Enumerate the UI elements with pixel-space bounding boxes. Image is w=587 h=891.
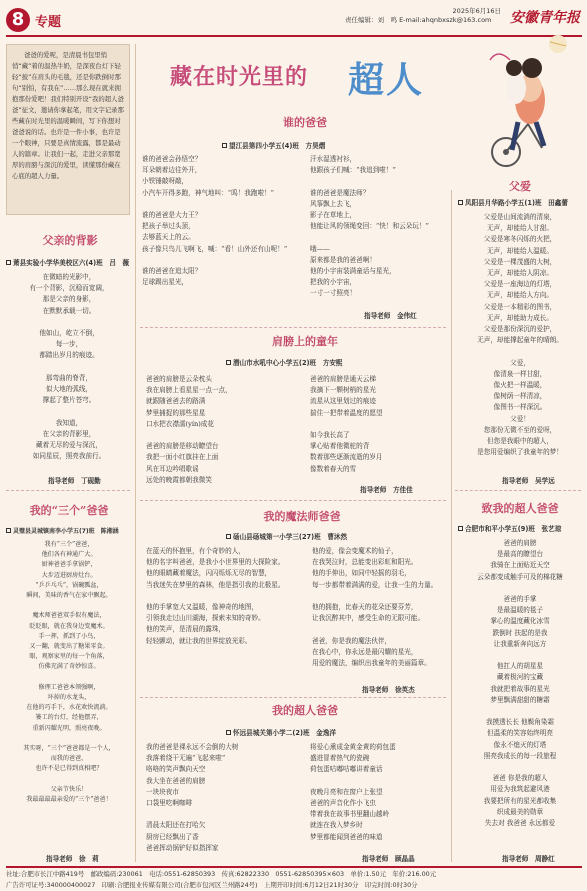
section-divider [6, 490, 130, 491]
poem-text: 将爱心熏成金黄金黄的荷包蛋 盛进冒着热气的瓷碗 荷包蛋咕嘟咕嘟讲着童话 夜晚月亮和在窗户上张望 爸爸的声音化作小飞虫 带着我在故事书里翻山越岭 就连在我入梦乡时 梦里都能闻到爸爸的味道 [310, 743, 396, 841]
poem-text: 爸爸的肩膀是云朵枕头 我在肩膀上看星星一点一点， 就跟随爸爸去的路满 梦里捕捉的那些星星 口水把衣襟濡(yín)成花 爸爸的肩膀是移动瞭望台 我把一面小红旗挂在上面 风在耳边吟唱歌谣 远处的晚霞都朝我微笑 [146, 375, 232, 484]
article-title: 谁的爸爸 [283, 116, 327, 129]
article-school: 凤阳县月华路小学五(1)班 田鑫蕾 [458, 197, 568, 207]
article-title: 致我的超人爸爸 [481, 502, 559, 515]
tutor-name: 指导老师 丁砚勤 [48, 477, 101, 485]
tutor-name: 指导老师 徐英杰 [362, 686, 415, 694]
article-title: 肩膀上的童年 [272, 335, 338, 348]
headline-part1: 藏在时光里的 [170, 64, 309, 90]
poem-text: 汗水湿透衬衫， 他跟孩子们喊：“我追到啦！” 谁的爸爸是魔法师？ 风筝飘上去飞， 影子在草地上， 他能让风的领绳变回：“快！和云朵玩！” 哦—— 原来都是我的爸爸啊！ 他的小宇宙装满童话与星光， 把我的小宇宙， 一寸一寸照亮！ [310, 155, 429, 298]
article-school: 潜山市水吼中心小学五(2)班 方安熙 [226, 357, 343, 367]
article-school: 望江县第四小学五(4)班 方昊熠 [222, 140, 325, 150]
tutor-name: 指导老师 周静红 [502, 855, 555, 863]
article-school: 砀山县砀城第一小学三(27)班 曹沐然 [226, 531, 347, 541]
page-footer [6, 866, 582, 891]
article-school: 合肥市和平小学五(9)班 张艺琼 [458, 523, 561, 533]
article-title: 我的魔法师爸爸 [263, 510, 341, 523]
tutor-name: 指导老师 金伟红 [364, 312, 417, 320]
issue-date: 2025年6月16日 [452, 7, 501, 15]
poem-text: 父爱是山间流淌的清泉， 无声，却能给人甘甜。 父爱是寒冬闪烁的火把， 无声，却能给人温暖。 父爱是一棵茂盛的大树， 无声，却能给人阴凉。 父爱是一座海边的灯塔， 无声，却能给人方向。 父爱是一本精彩的图书， 无声，却能助力成长。 父爱是那份深沉的爱护， 无声，却能撑起童年的晴朗。 父爱， 像清泉一样甘甜， 像火把一样温暖， 像树荫一样清凉， 像图书一样深沉。 父爱！ 您那份无微不至的爱呀， 但您是我眼中的超人， 是您用爱编织了我童年的梦！ [477, 213, 563, 457]
poem-text: 在蓝天的怀抱里，有个奇妙的人， 他的名字叫爸爸，是我小小世界里的大探险家。 他的眼睛藏着魔法，闪闪烁烁无尽的智慧， 当我迷失在梦里的森林，他是指引我的北极星。 他的手掌宽大又温暖，像神奇的地图， 引领我走过山川湖海，探索未知的奇妙。 他的笑声，是清晨的露珠， 轻轻颤动，就让我的世界绽放光彩。 [146, 547, 285, 645]
column-rule [135, 44, 136, 862]
tutor-name: 指导老师 顾晶晶 [362, 855, 415, 863]
poem-text: 我的爸爸是裸永远不会倒的大树 我落着绕干无遍“飞起来啦” 咯咯的笑声飘向天空 我大坐在爸爸的肩膀 一块块夜市 口袋里吃啊咖啡 清晨太阳还在打哈欠 厨房已经飘出了香 爸爸挥动锅铲好似指挥家 [146, 743, 239, 852]
poem-text: 爸爸的肩膀 是最高的瞭望台 我骑在上面贴近天空 云朵都变成触手可及的棉花糖 爸爸的手掌 是最温暖的毯子 掌心的温度藏化冰雪 跌倒时 扶起的是我 让我重新奔向远方 他扛人的胡星星 藏着极河的宝藏 我就把着故事的星光 梦里飘满甜甜的糖霜 我摸透长长 他鬓角染霜 但温柔的笑容始终明亮 像永不熄灭的灯塔 照亮我成长的每一段旅程 爸爸 你是我的超人 用爱为我筑起避风港 我要把所有的星光都收集 织成最美的勋章 失去对 我爸爸 永远都爱 [477, 539, 563, 828]
section-divider [140, 327, 446, 328]
editor-note: 爸爸的爱呢，是清晨书包里悄悄“藏”着的温热牛奶，是深夜台灯下轻轻“披”在肩头的毛毯，还是你跌倒时那句“别怕，有我在”……那么现在就来拥抱那份爱吧！我们特别开设“我的超人爸爸”征文，邀请你拿起笔，用文字记录那些藏在时光里的温暖瞬间，写下你想对爸爸说的话。也许是一件小事，也许是一个眼神，只要是真情流露，都是最动人的篇章。让我们一起，走进父亲那宽厚的肩膀与深沉的爱里，读懂那份藏在心底的超人力量。 [6, 44, 130, 215]
footer-line: 广告许可证号:340000400027 印刷:合肥报业传媒有限公司(合肥市包河区兰州路24号) 上期开印时间:6月12日21时30分 印完时间:0时30分 [6, 881, 418, 889]
section-name: 专题 [35, 15, 62, 30]
poem-text: 在微暗的光影中， 有一个背影，沉稳而宽阔， 那是父亲的身影， 在默默承载一切。 他如山，屹立不倒， 每一步， 都踏出岁月的痕迹。 那弯曲的脊背， 似大地的弧线， 撑起了整片苍穹。 我知道， 在父亲的背影里， 藏着无尽的爱与深沉， 如同星辰，照亮我前行。 [29, 273, 109, 461]
poem-text: 他的爱，像会变魔术的仙子， 在我哭泣时，总能变出彩虹和阳光。 他的手伸出，如同中轻摇的羽毛， 每一步都带着满满的爱，让我一生的力量。 他的拥抱，比春天的花朵还要芬芳， 让我沉醉其中，感受生命的无限可能。 爸爸，你是我的魔法伙伴， 在我心中，你永远是最闪耀的星光， 用爱的魔法，编织出我童年的美丽篇章。 [312, 547, 438, 668]
section-divider [140, 500, 446, 501]
newspaper-logo: 安徽青年报 [510, 10, 580, 26]
father-child-bicycle-illustration [470, 30, 580, 178]
article-title: 我的“三个”爸爸 [29, 504, 109, 517]
page-headline [170, 52, 460, 112]
headline-part2: 超人 [348, 60, 425, 101]
article-title: 父爱 [509, 180, 531, 193]
article-title: 父亲的背影 [42, 234, 98, 247]
section-divider [140, 697, 446, 698]
poem-text: 爸爸的肩膀是通天云梯 我摘下一颗树梢的星光 流星从这里划过的痕迹 揣住一把带着温度的愿望 如今我长高了 掌心贴着他微驼的背 数着那些逐渐流逝的岁月 像数着春天的雪 [310, 375, 383, 473]
section-divider [455, 490, 581, 491]
article-title: 我的超人爸爸 [272, 704, 338, 717]
tutor-name: 指导老师 方佳佳 [360, 486, 413, 494]
column-rule [451, 190, 452, 862]
article-school: 萧县实验小学华美校区六(4)班 吕 薇 [6, 257, 129, 267]
tutor-name: 指导老师 吴学远 [502, 477, 555, 485]
tutor-name: 指导老师 徐 莉 [46, 855, 99, 863]
page-number: 8 [6, 8, 30, 32]
article-school: 怀远县城关第小学二(2)班 金逸洋 [226, 727, 336, 737]
editor-info: 责任编辑：刘 鸣 E-mail:ahqnbxszk@163.com [345, 16, 492, 24]
header-meta [345, 7, 501, 25]
article-school: 灵璧县灵城镇南李小学五(7)班 陈湘涵 [6, 526, 119, 535]
poem-text: 我有“三个”爸爸， 他们各有神通广大。 厨神爸爸手拿锅铲， 大步迈进厨房灶台。 “乒乒乓乓”，锅碗瓢盆， 瞬间，美味的香气在家中飘起。 魔术师爸爸双手似有魔法， 眨眨眼，就在我身边变魔术。 手一挥，抓到了小鸟， 又一翻，就变出了糖果零食。 眼，观察家里的每一个角落， 仿佛充满了奇妙惊喜。 修理工爸爸本领强啊， 坏掉的水龙头， 在他的巧手下，水花欢快流淌。 篓工的台灯，经他摆弄， 重新闪耀光明，照亮夜晚。 其实呀，“三个”爸爸都是一个人， 而我的爸爸， 也许不是已得到真相吧？ 父亲节快乐！ 我最最最最亲爱的“三个”爸爸！ [23, 541, 115, 804]
footer-line: 社址:合肥市长江中路419号 邮政编码:230061 电话:0551-62850393 传真:62822330 0551-62850395×603 单价:1.50元 年价:216.00元 [6, 870, 437, 878]
poem-text: 谁的爸爸会孙悟空？ 耳朵朝着边往外开， 小铁锤敲呀敲， 小汽车开得多跑，神气地叫：“呜！我跑啦！” 谁的爸爸是大力王？ 把孩子举过头顶， 去够蓝天上的云。 孩子像只鸟儿飞啊飞，喊：“看！山外还有山呢！” 谁的爸爸在追太阳？ 足球踢出星光， [142, 155, 288, 287]
